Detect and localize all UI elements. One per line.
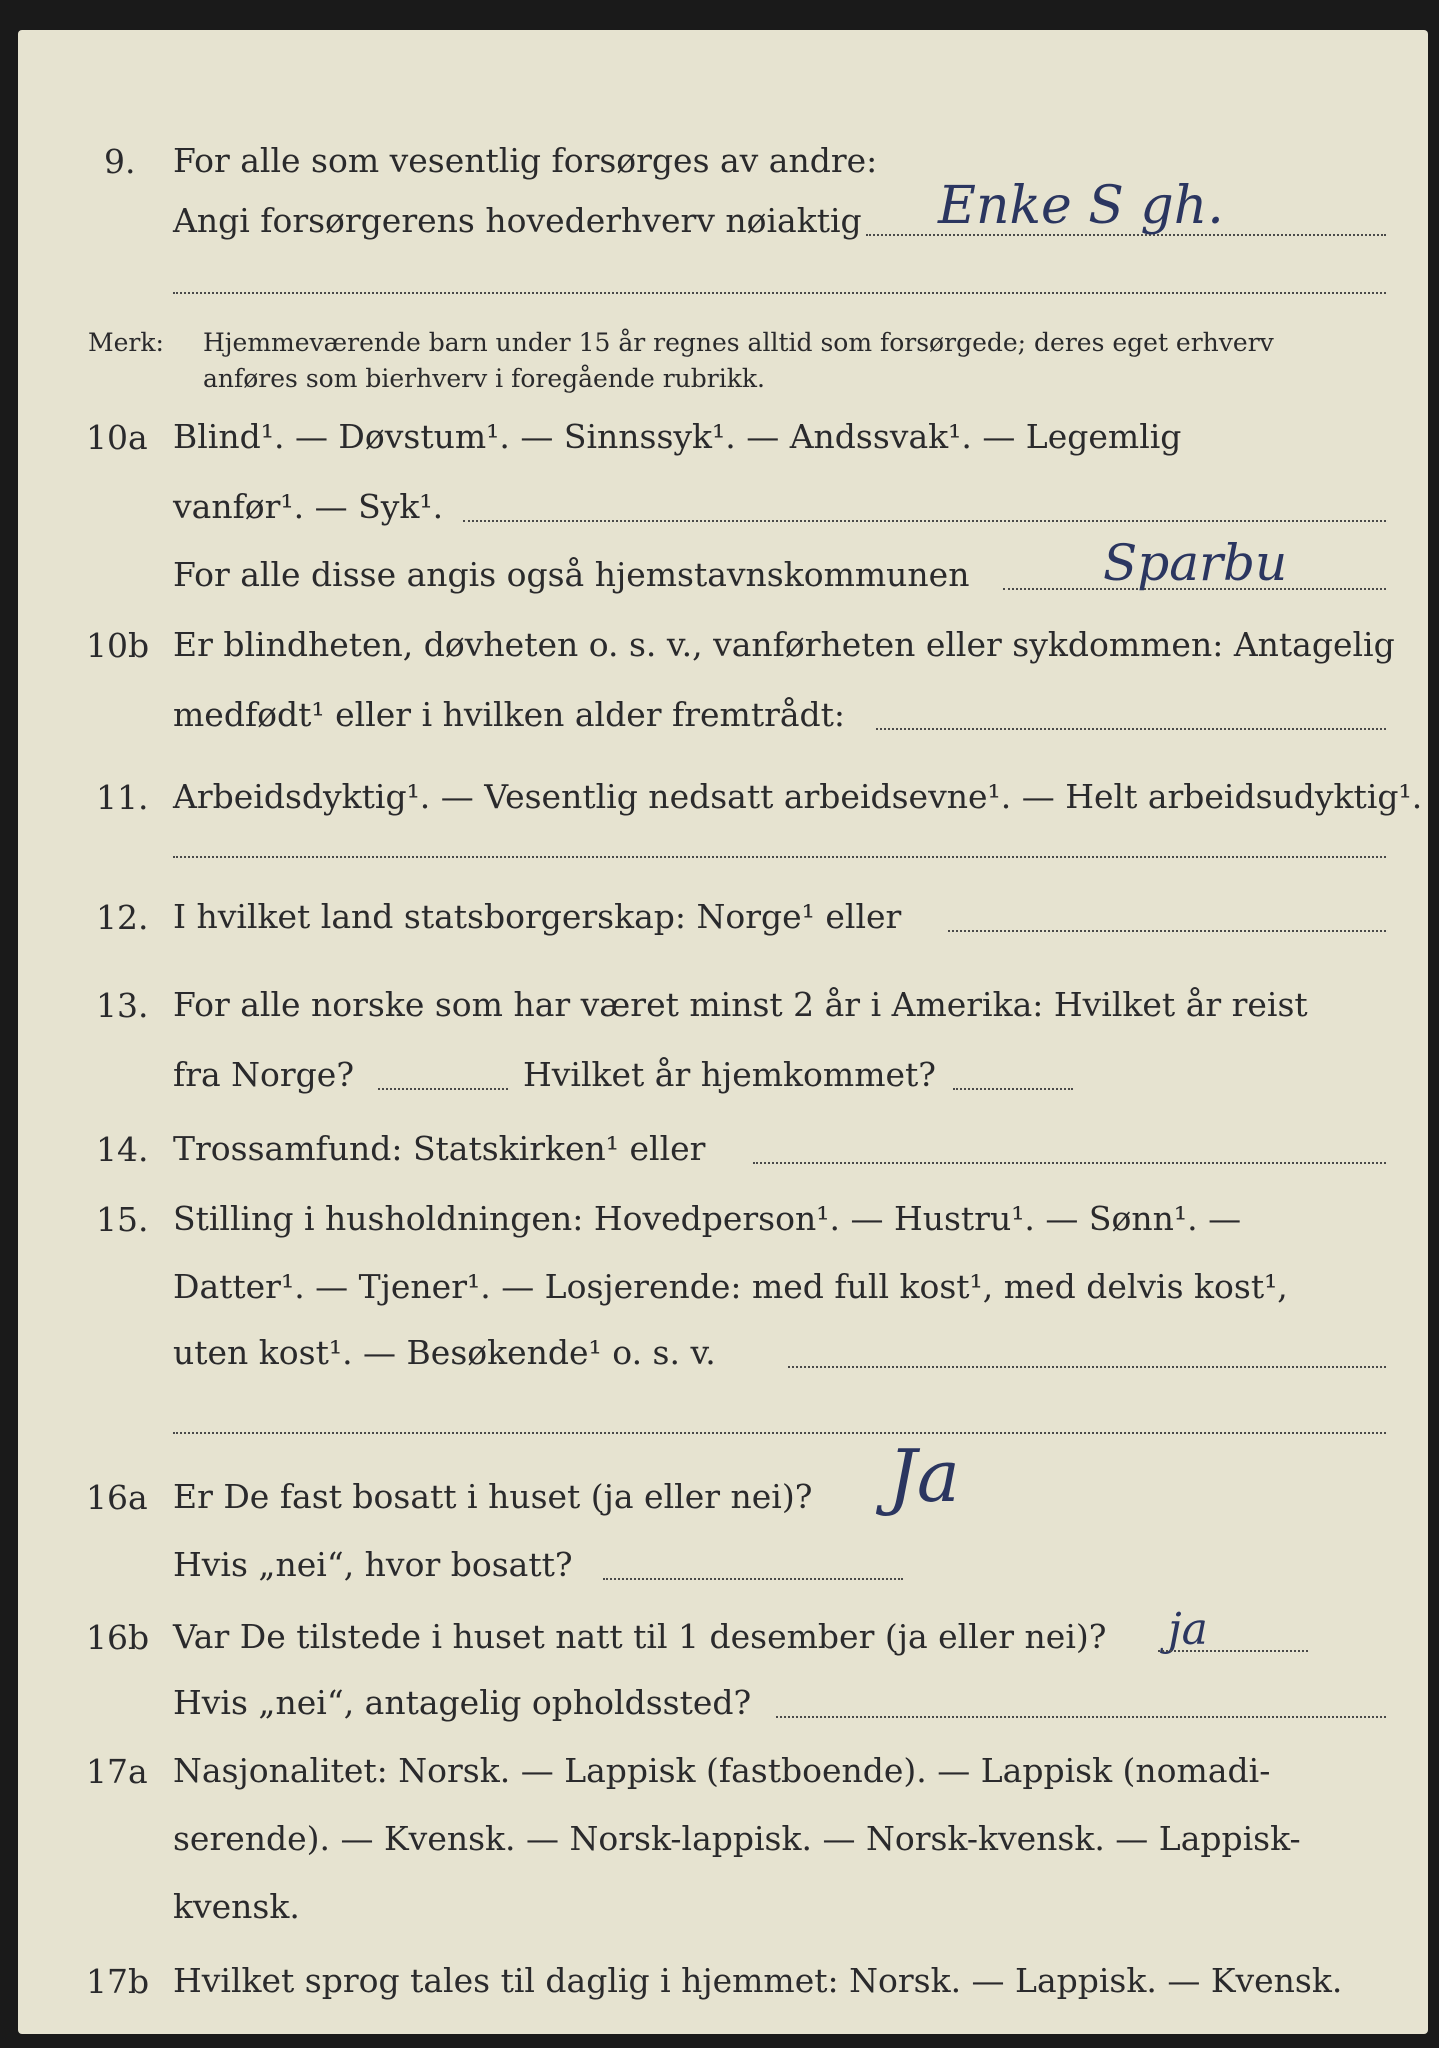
q9-line2: Angi forsørgerens hovederhverv nøiaktig [173,201,862,240]
q17b-number: 17b [86,1962,150,2001]
q15-answer-line [173,1432,1386,1434]
q12-answer-line [948,930,1386,932]
q10a-line3: For alle disse angis også hjemstavnskommunen [173,555,970,594]
q13-line2b: Hvilket år hjemkommet? [523,1055,936,1094]
q16a-line1: Er De fast bosatt i huset (ja eller nei)? [173,1477,813,1516]
q14-line1: Trossamfund: Statskirken¹ eller [173,1129,706,1168]
q10b-number: 10b [86,626,150,665]
q13-line1: For alle norske som har været minst 2 år i Amerika: Hvilket år reist [173,985,1308,1024]
q16b-location-line [776,1716,1386,1718]
q10a-handwritten-answer: Sparbu [1103,534,1288,592]
q13-year-returned-line [953,1088,1073,1090]
q10a-line2-dots [463,520,1386,522]
q16a-number: 16a [86,1478,148,1517]
merk-line1: Hjemmeværende barn under 15 år regnes alltid som forsørgede; deres eget erhverv [203,328,1274,357]
q12-number: 12. [96,898,149,937]
q16a-handwritten-answer: Ja [888,1434,960,1518]
q15-line1: Stilling i husholdningen: Hovedperson¹. — Hustru¹. — Sønn¹. — [173,1199,1242,1238]
q11-line1: Arbeidsdyktig¹. — Vesentlig nedsatt arbeidsevne¹. — Helt arbeidsudyktig¹. [173,777,1423,816]
q15-line3-dots [788,1366,1386,1368]
q13-year-left-line [378,1088,508,1090]
merk-label: Merk: [88,328,164,357]
q12-line1: I hvilket land statsborgerskap: Norge¹ eller [173,897,902,936]
q17a-line3: kvensk. [173,1887,300,1926]
q14-answer-line [753,1162,1386,1164]
q9-number: 9. [104,142,136,181]
q16b-line1: Var De tilstede i huset natt til 1 desember (ja eller nei)? [173,1617,1107,1656]
q16a-line2: Hvis „nei“, hvor bosatt? [173,1545,573,1584]
q16b-handwritten-answer: ja [1168,1604,1208,1655]
q9-line1: For alle som vesentlig forsørges av andre: [173,141,878,180]
q17a-line2: serende). — Kvensk. — Norsk-lappisk. — Norsk-kvensk. — Lappisk- [173,1819,1301,1858]
q16b-answer-line [1158,1650,1308,1652]
q17b-line1: Hvilket sprog tales til daglig i hjemmet: Norsk. — Lappisk. — Kvensk. [173,1961,1343,2000]
q10b-line1: Er blindheten, døvheten o. s. v., vanførheten eller sykdommen: Antagelig [173,625,1395,664]
q15-line3: uten kost¹. — Besøkende¹ o. s. v. [173,1333,716,1372]
q9-handwritten-answer: Enke S gh. [938,176,1224,236]
q16a-answer-line [603,1578,903,1580]
q11-number: 11. [96,778,149,817]
q14-number: 14. [96,1130,149,1169]
q17a-line1: Nasjonalitet: Norsk. — Lappisk (fastboende). — Lappisk (nomadi- [173,1751,1271,1790]
q16b-number: 16b [86,1618,150,1657]
census-form-page [18,30,1428,2034]
q15-number: 15. [96,1200,149,1239]
q16b-line2: Hvis „nei“, antagelig opholdssted? [173,1683,752,1722]
q15-line2: Datter¹. — Tjener¹. — Losjerende: med full kost¹, med delvis kost¹, [173,1267,1288,1306]
q10a-line2: vanfør¹. — Syk¹. [173,487,444,526]
merk-line2: anføres som bierhverv i foregående rubrikk. [203,364,765,393]
q10b-answer-line [876,728,1386,730]
q10a-line1: Blind¹. — Døvstum¹. — Sinnssyk¹. — Andssvak¹. — Legemlig [173,417,1182,456]
q13-number: 13. [96,986,149,1025]
q17a-number: 17a [86,1752,148,1791]
q13-line2a: fra Norge? [173,1055,355,1094]
q10b-line2: medfødt¹ eller i hvilken alder fremtrådt: [173,695,846,734]
q9-answer-line-2 [173,292,1386,294]
q11-answer-line [173,856,1386,858]
q10a-number: 10a [86,418,148,457]
